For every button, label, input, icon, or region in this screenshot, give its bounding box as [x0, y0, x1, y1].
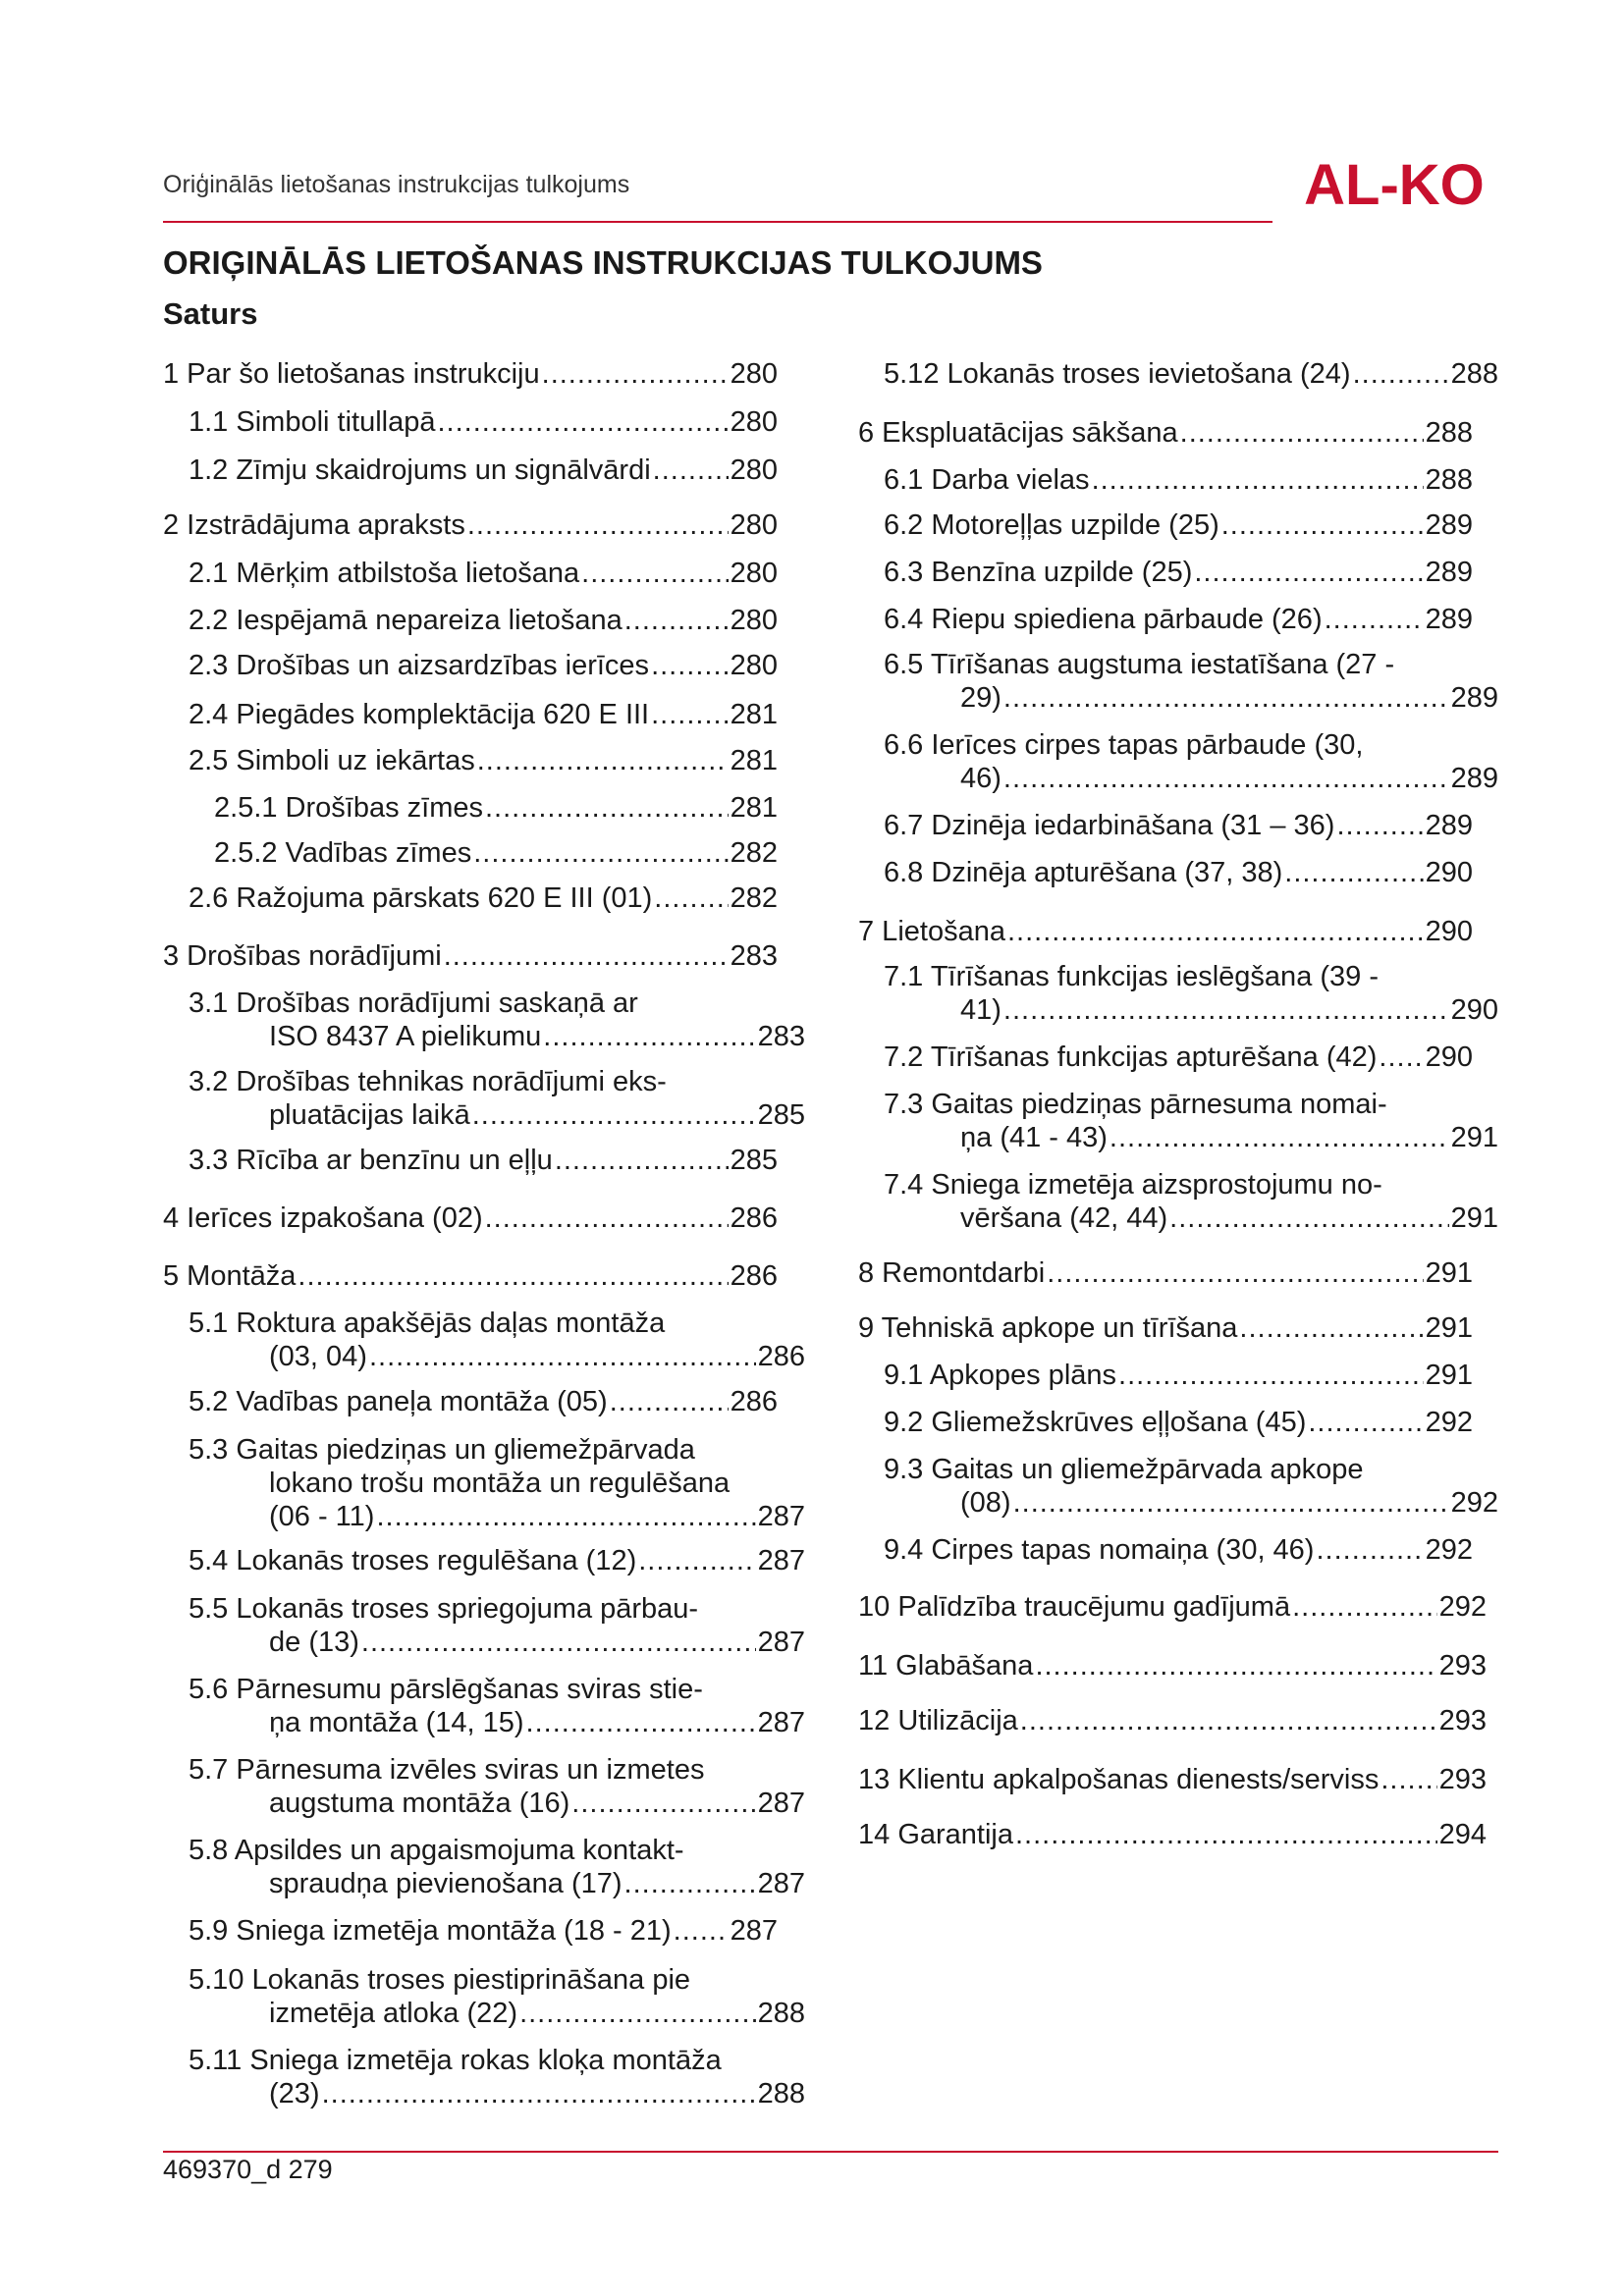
toc-page-number: 294 — [1438, 1819, 1487, 1850]
toc-entry[interactable] — [858, 1649, 1487, 1682]
toc-entry[interactable] — [189, 1753, 805, 1820]
footer-divider — [163, 2151, 1498, 2153]
toc-leader-dots — [624, 1867, 756, 1900]
toc-leader-dots — [1336, 809, 1423, 842]
toc-leader-dots — [526, 1706, 756, 1739]
toc-page-number: 287 — [757, 1868, 805, 1899]
toc-leader-dots — [361, 1626, 756, 1659]
toc-entry-title: 5.5 Lokanās troses spriegojuma pārbau- — [189, 1593, 699, 1625]
toc-page-number: 285 — [730, 1145, 778, 1176]
toc-entry[interactable] — [189, 1433, 805, 1533]
toc-entry-title: 9.3 Gaitas un gliemežpārvada apkope — [884, 1454, 1364, 1485]
toc-entry[interactable] — [884, 1168, 1498, 1235]
toc-entry-title: 6.7 Dzinēja iedarbināšana (31 – 36) — [884, 810, 1335, 841]
toc-leader-dots — [472, 1098, 756, 1132]
toc-leader-dots — [674, 1914, 729, 1948]
toc-entry-title: 5.8 Apsildes un apgaismojuma kontakt- — [189, 1835, 684, 1866]
toc-leader-dots — [1308, 1406, 1423, 1439]
toc-leader-dots — [543, 1020, 755, 1053]
toc-entry[interactable] — [884, 1453, 1498, 1520]
header-divider — [163, 221, 1272, 223]
toc-leader-dots — [1325, 603, 1424, 636]
toc-leader-dots — [322, 2077, 756, 2110]
toc-entry-title: 9 Tehniskā apkope un tīrīšana — [858, 1312, 1238, 1344]
toc-leader-dots — [1047, 1256, 1423, 1290]
toc-entry-title: 2 Izstrādājuma apraksts — [163, 509, 465, 541]
toc-leader-dots — [654, 881, 728, 915]
toc-entry[interactable] — [189, 1065, 805, 1132]
toc-entry-title: 2.1 Mērķim atbilstoša lietošana — [189, 558, 580, 589]
toc-entry-title: 2.5 Simboli uz iekārtas — [189, 745, 475, 776]
toc-leader-dots — [1035, 1649, 1436, 1682]
toc-leader-dots — [624, 604, 729, 637]
toc-entry-title: spraudņa pievienošana (17) — [269, 1868, 623, 1899]
toc-entry[interactable] — [163, 1201, 778, 1235]
toc-entry-title: 6.6 Ierīces cirpes tapas pārbaude (30, — [884, 729, 1364, 761]
toc-leader-dots — [298, 1259, 728, 1293]
toc-leader-dots — [1013, 1486, 1449, 1520]
toc-entry[interactable] — [884, 648, 1498, 715]
toc-page-number: 289 — [1450, 682, 1498, 714]
toc-page-number: 293 — [1438, 1705, 1487, 1736]
toc-leader-dots — [1003, 681, 1449, 715]
toc-page-number: 287 — [757, 1627, 805, 1658]
toc-entry[interactable] — [884, 1041, 1473, 1074]
toc-page-number: 290 — [1425, 1041, 1473, 1073]
toc-page-number: 289 — [1425, 604, 1473, 635]
toc-page-number: 291 — [1450, 1122, 1498, 1153]
toc-entry-title: 5.7 Pārnesuma izvēles sviras un izmetes — [189, 1754, 705, 1786]
toc-entry[interactable] — [189, 405, 778, 439]
toc-entry[interactable] — [858, 416, 1473, 450]
toc-page-number: 288 — [1425, 417, 1473, 449]
toc-entry-title: 5.3 Gaitas piedziņas un gliemežpārvada — [189, 1434, 695, 1466]
toc-leader-dots — [1380, 1763, 1436, 1796]
toc-entry[interactable] — [189, 1834, 805, 1900]
toc-leader-dots — [1292, 1590, 1437, 1624]
toc-entry-title: 12 Utilizācija — [858, 1705, 1018, 1736]
toc-leader-dots — [1180, 416, 1424, 450]
toc-page-number: 286 — [730, 1386, 778, 1417]
toc-page-number: 282 — [730, 882, 778, 914]
toc-page-number: 287 — [757, 1545, 805, 1576]
toc-entry-title: 5.9 Sniega izmetēja montāža (18 - 21) — [189, 1915, 672, 1947]
toc-page-number: 283 — [757, 1021, 805, 1052]
toc-page-number: 291 — [1450, 1202, 1498, 1234]
toc-page-number: 291 — [1425, 1360, 1473, 1391]
toc-page-number: 289 — [1450, 763, 1498, 794]
toc-entry-title: 11 Glabāšana — [858, 1650, 1034, 1682]
toc-leader-dots — [555, 1144, 729, 1177]
toc-entry[interactable] — [884, 463, 1473, 497]
toc-page-number: 280 — [730, 605, 778, 636]
toc-entry-title: 5.2 Vadības paneļa montāža (05) — [189, 1386, 608, 1417]
toc-entry-title: 7.1 Tīrīšanas funkcijas ieslēgšana (39 - — [884, 961, 1380, 992]
toc-entry-title: 6.2 Motoreļļas uzpilde (25) — [884, 509, 1219, 541]
toc-entry[interactable] — [858, 1311, 1473, 1345]
toc-entry[interactable] — [884, 508, 1473, 542]
toc-page-number: 290 — [1425, 916, 1473, 947]
toc-entry[interactable] — [858, 915, 1473, 948]
toc-entry-title: ISO 8437 A pielikumu — [269, 1021, 542, 1052]
toc-entry-title: 6.8 Dzinēja apturēšana (37, 38) — [884, 857, 1283, 888]
toc-entry[interactable] — [189, 557, 778, 590]
toc-entry[interactable] — [858, 1704, 1487, 1737]
toc-entry-title: 2.2 Iespējamā nepareiza lietošana — [189, 605, 623, 636]
toc-entry-title: pluatācijas laikā — [269, 1099, 470, 1131]
toc-page-number: 285 — [757, 1099, 805, 1131]
toc-entry[interactable] — [189, 744, 778, 777]
toc-page-number: 287 — [757, 1707, 805, 1738]
toc-entry-title: 7.2 Tīrīšanas funkcijas apturēšana (42) — [884, 1041, 1378, 1073]
toc-leader-dots — [571, 1787, 755, 1820]
toc-leader-dots — [1110, 1121, 1449, 1154]
toc-entry-title: ņa (41 - 43) — [960, 1122, 1108, 1153]
toc-entry[interactable] — [858, 1763, 1487, 1796]
toc-entry[interactable] — [189, 454, 778, 487]
toc-entry[interactable] — [884, 1088, 1498, 1154]
toc-page-number: 291 — [1425, 1257, 1473, 1289]
toc-leader-dots — [467, 508, 729, 542]
toc-page-number: 283 — [730, 940, 778, 972]
toc-entry-title: 2.6 Ražojuma pārskats 620 E III (01) — [189, 882, 653, 914]
toc-leader-dots — [1007, 915, 1424, 948]
toc-entry-title: vēršana (42, 44) — [960, 1202, 1168, 1234]
toc-page-number: 281 — [730, 699, 778, 730]
toc-entry-title: 3.3 Rīcība ar benzīnu un eļļu — [189, 1145, 553, 1176]
toc-entry-title: 10 Palīdzība traucējumu gadījumā — [858, 1591, 1291, 1623]
toc-entry-title: 29) — [960, 682, 1001, 714]
toc-entry[interactable] — [858, 1818, 1487, 1851]
toc-entry-title: (06 - 11) — [269, 1501, 375, 1532]
toc-page-number: 280 — [730, 650, 778, 681]
toc-leader-dots — [1003, 762, 1449, 795]
toc-entry-title: 1.2 Zīmju skaidrojums un signālvārdi — [189, 454, 651, 486]
toc-entry-title: 3 Drošības norādījumi — [163, 940, 442, 972]
toc-page-number: 288 — [757, 1998, 805, 2029]
toc-entry[interactable] — [884, 809, 1473, 842]
toc-entry[interactable] — [884, 960, 1498, 1027]
toc-page-number: 287 — [757, 1501, 805, 1532]
toc-leader-dots — [519, 1997, 756, 2030]
toc-entry[interactable] — [189, 881, 778, 915]
toc-entry[interactable] — [189, 1144, 778, 1177]
toc-leader-dots — [485, 1201, 729, 1235]
toc-entry-title: (08) — [960, 1487, 1011, 1519]
toc-leader-dots — [651, 649, 729, 682]
toc-page-number: 292 — [1450, 1487, 1498, 1519]
toc-page-number: 280 — [730, 558, 778, 589]
toc-entry-title: 6.5 Tīrīšanas augstuma iestatīšana (27 - — [884, 649, 1395, 680]
toc-page-number: 286 — [730, 1260, 778, 1292]
toc-page-number: 280 — [730, 509, 778, 541]
toc-page-number: 282 — [730, 837, 778, 869]
toc-entry[interactable] — [163, 939, 778, 973]
toc-entry[interactable] — [884, 856, 1473, 889]
footer-page-number: 469370_d 279 — [163, 2155, 333, 2184]
toc-entry-title: izmetēja atloka (22) — [269, 1998, 518, 2029]
toc-entry-title: 9.4 Cirpes tapas nomaiņa (30, 46) — [884, 1534, 1315, 1566]
logo-text: AL-KO — [1304, 155, 1485, 214]
toc-entry-title: 5.4 Lokanās troses regulēšana (12) — [189, 1545, 637, 1576]
toc-page-number: 286 — [730, 1202, 778, 1234]
toc-entry[interactable] — [189, 1592, 805, 1659]
toc-page-number: 286 — [757, 1341, 805, 1372]
toc-leader-dots — [1020, 1704, 1437, 1737]
toc-leader-dots — [638, 1544, 755, 1577]
toc-page-number: 280 — [730, 406, 778, 438]
toc-leader-dots — [651, 698, 728, 731]
toc-entry-title: (03, 04) — [269, 1341, 367, 1372]
toc-page-number: 290 — [1450, 994, 1498, 1026]
toc-leader-dots — [542, 357, 729, 391]
toc-entry[interactable] — [189, 1307, 805, 1373]
toc-entry[interactable] — [884, 357, 1498, 391]
toc-entry[interactable] — [189, 649, 778, 682]
toc-entry-title: 9.2 Gliemežskrūves eļļošana (45) — [884, 1407, 1307, 1438]
toc-leader-dots — [1169, 1201, 1448, 1235]
document-title: ORIĢINĀLĀS LIETOŠANAS INSTRUKCIJAS TULKOJUMS — [163, 244, 1043, 281]
toc-entry-title: 46) — [960, 763, 1001, 794]
toc-leader-dots — [1379, 1041, 1423, 1074]
toc-entry[interactable] — [214, 791, 778, 825]
toc-page-number: 281 — [730, 792, 778, 824]
toc-entry-title: 7.4 Sniega izmetēja aizsprostojumu no- — [884, 1169, 1382, 1201]
toc-page-number: 291 — [1425, 1312, 1473, 1344]
toc-page-number: 287 — [757, 1788, 805, 1819]
toc-entry-title: lokano trošu montāža un regulēšana — [269, 1468, 731, 1499]
toc-leader-dots — [473, 836, 728, 870]
toc-entry-title: 5.6 Pārnesumu pārslēgšanas sviras stie- — [189, 1674, 703, 1705]
toc-leader-dots — [1118, 1359, 1424, 1392]
toc-entry[interactable] — [884, 1406, 1473, 1439]
toc-leader-dots — [1353, 357, 1449, 391]
toc-entry[interactable] — [189, 1673, 805, 1739]
toc-entry-title: 1 Par šo lietošanas instrukciju — [163, 358, 540, 390]
toc-entry[interactable] — [163, 357, 778, 391]
toc-entry[interactable] — [163, 1259, 778, 1293]
toc-entry-title: ņa montāža (14, 15) — [269, 1707, 524, 1738]
toc-entry[interactable] — [189, 698, 778, 731]
toc-entry-title: 8 Remontdarbi — [858, 1257, 1046, 1289]
toc-entry-title: augstuma montāža (16) — [269, 1788, 570, 1819]
toc-entry-title: 5.12 Lokanās troses ievietošana (24) — [884, 358, 1351, 390]
toc-entry-title: 5.10 Lokanās troses piestiprināšana pie — [189, 1964, 691, 1996]
toc-entry[interactable] — [214, 836, 778, 870]
toc-leader-dots — [581, 557, 728, 590]
toc-entry-title: 3.1 Drošības norādījumi saskaņā ar — [189, 988, 638, 1019]
toc-entry[interactable] — [189, 1544, 805, 1577]
toc-page-number: 289 — [1425, 810, 1473, 841]
toc-entry-title: 9.1 Apkopes plāns — [884, 1360, 1117, 1391]
toc-entry[interactable] — [858, 1256, 1473, 1290]
running-header: Oriģinālās lietošanas instrukcijas tulkojums — [163, 171, 630, 198]
toc-page-number: 293 — [1438, 1650, 1487, 1682]
toc-page-number: 280 — [730, 358, 778, 390]
toc-entry[interactable] — [163, 508, 778, 542]
toc-entry-title: 6.3 Benzīna uzpilde (25) — [884, 557, 1193, 588]
toc-entry-title: 13 Klientu apkalpošanas dienests/serviss — [858, 1764, 1380, 1795]
toc-entry-title: 7.3 Gaitas piedziņas pārnesuma nomai- — [884, 1089, 1387, 1120]
toc-entry-title: 2.3 Drošības un aizsardzības ierīces — [189, 650, 650, 681]
toc-entry-title: 7 Lietošana — [858, 916, 1005, 947]
toc-entry[interactable] — [884, 556, 1473, 589]
toc-leader-dots — [1221, 508, 1424, 542]
toc-heading: Saturs — [163, 296, 258, 331]
toc-leader-dots — [610, 1385, 729, 1418]
toc-entry-title: 6.4 Riepu spiediena pārbaude (26) — [884, 604, 1323, 635]
toc-page-number: 292 — [1438, 1591, 1487, 1623]
toc-leader-dots — [1003, 993, 1449, 1027]
toc-entry-title: 5.11 Sniega izmetēja rokas kloķa montāža — [189, 2045, 722, 2076]
toc-entry[interactable] — [884, 603, 1473, 636]
toc-leader-dots — [1239, 1311, 1423, 1345]
toc-entry[interactable] — [189, 2044, 805, 2110]
toc-entry[interactable] — [189, 987, 805, 1053]
toc-entry-title: 6 Ekspluatācijas sākšana — [858, 417, 1178, 449]
toc-entry-title: 5 Montāža — [163, 1260, 297, 1292]
toc-entry[interactable] — [858, 1590, 1487, 1624]
toc-entry[interactable] — [189, 1914, 778, 1948]
toc-page-number: 288 — [1425, 464, 1473, 496]
toc-page-number: 281 — [730, 745, 778, 776]
toc-leader-dots — [653, 454, 729, 487]
toc-entry-title: 6.1 Darba vielas — [884, 464, 1090, 496]
toc-leader-dots — [437, 405, 728, 439]
toc-entry-title: 2.5.1 Drošības zīmes — [214, 792, 483, 824]
toc-entry[interactable] — [884, 1359, 1473, 1392]
toc-leader-dots — [485, 791, 729, 825]
toc-entry-title: 14 Garantija — [858, 1819, 1013, 1850]
toc-leader-dots — [376, 1500, 755, 1533]
toc-entry[interactable] — [189, 1963, 805, 2030]
toc-page-number: 289 — [1425, 557, 1473, 588]
toc-entry-title: 2.5.2 Vadības zīmes — [214, 837, 472, 869]
toc-leader-dots — [1316, 1533, 1423, 1567]
toc-page-number: 289 — [1425, 509, 1473, 541]
toc-page-number: 280 — [730, 454, 778, 486]
toc-leader-dots — [1284, 856, 1423, 889]
toc-entry[interactable] — [884, 728, 1498, 795]
toc-entry-title: 41) — [960, 994, 1001, 1026]
toc-page-number: 287 — [730, 1915, 778, 1947]
toc-leader-dots — [1092, 463, 1424, 497]
toc-entry[interactable] — [884, 1533, 1473, 1567]
toc-entry[interactable] — [189, 1385, 778, 1418]
toc-leader-dots — [1015, 1818, 1437, 1851]
toc-entry-title: 5.1 Roktura apakšējās daļas montāža — [189, 1308, 666, 1339]
toc-entry[interactable] — [189, 604, 778, 637]
toc-page-number: 292 — [1425, 1407, 1473, 1438]
toc-leader-dots — [444, 939, 729, 973]
toc-leader-dots — [477, 744, 729, 777]
toc-entry-title: 3.2 Drošības tehnikas norādījumi eks- — [189, 1066, 667, 1097]
alko-logo — [1290, 155, 1498, 214]
toc-page-number: 292 — [1425, 1534, 1473, 1566]
toc-leader-dots — [1194, 556, 1423, 589]
toc-entry-title: 2.4 Piegādes komplektācija 620 E III — [189, 699, 650, 730]
toc-page-number: 288 — [1450, 358, 1498, 390]
toc-entry-title: de (13) — [269, 1627, 359, 1658]
toc-leader-dots — [369, 1340, 756, 1373]
toc-page-number: 293 — [1438, 1764, 1487, 1795]
toc-page-number: 290 — [1425, 857, 1473, 888]
toc-entry-title: (23) — [269, 2078, 320, 2109]
toc-page-number: 288 — [757, 2078, 805, 2109]
toc-entry-title: 1.1 Simboli titullapā — [189, 406, 436, 438]
toc-entry-title: 4 Ierīces izpakošana (02) — [163, 1202, 483, 1234]
